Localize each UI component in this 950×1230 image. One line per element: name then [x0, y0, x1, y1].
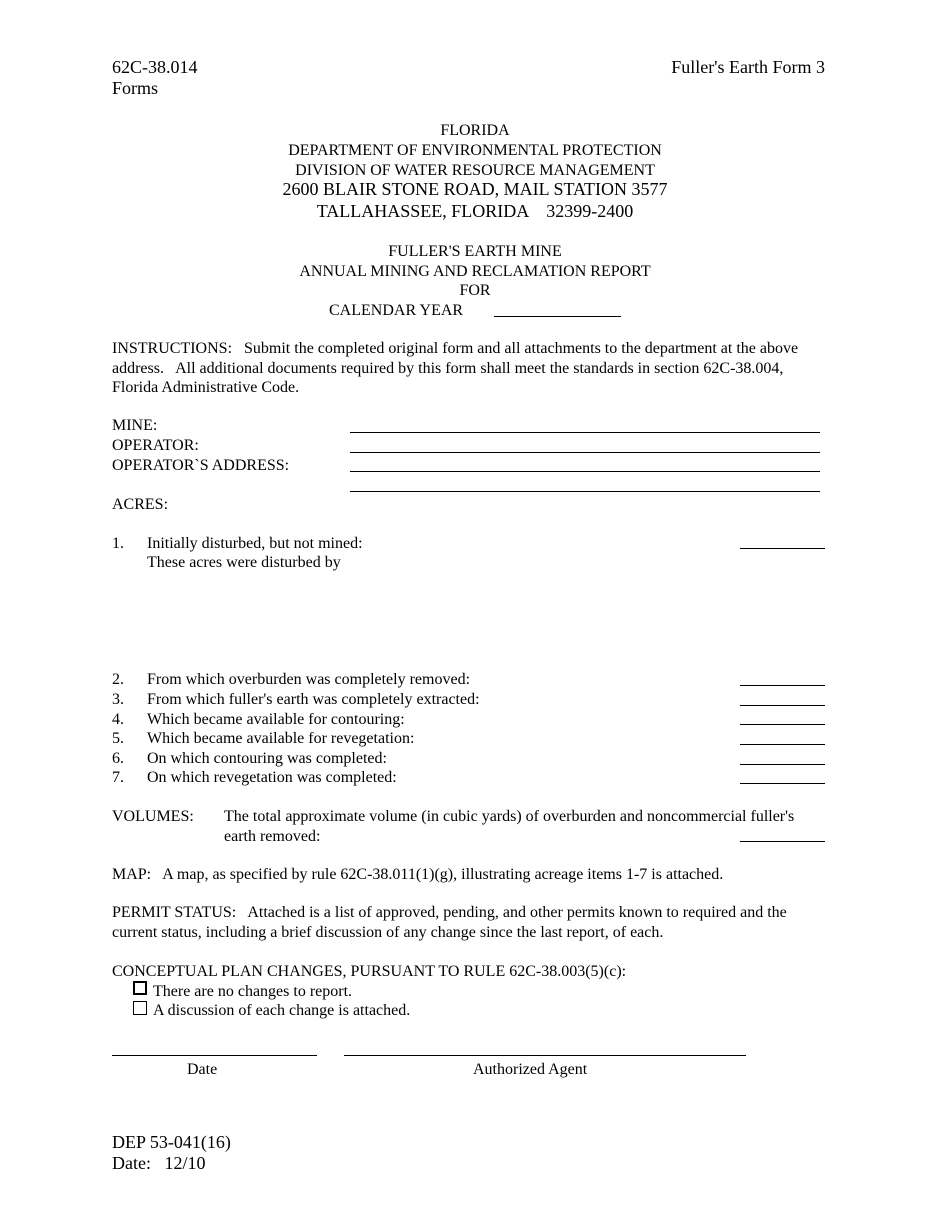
agency-city: TALLAHASSEE, FLORIDA 32399-2400 [316, 201, 634, 221]
acres-label: ACRES: [112, 496, 169, 513]
operator-address-field-1[interactable] [350, 471, 820, 472]
title-line1: FULLER'S EARTH MINE [388, 243, 562, 260]
rule-number: 62C-38.014 [112, 57, 198, 77]
acres-item-number: 5. [112, 730, 124, 747]
acres-item5-field[interactable] [740, 744, 825, 745]
no-changes-label: There are no changes to report. [153, 983, 353, 1000]
instructions-line3: Florida Administrative Code. [112, 379, 300, 396]
operator-field[interactable] [350, 452, 820, 453]
volumes-field[interactable] [740, 841, 825, 842]
volumes-line2: earth removed: [224, 828, 321, 845]
operator-address-label: OPERATOR`S ADDRESS: [112, 457, 290, 474]
acres-item-text: Which became available for contouring: [147, 711, 405, 728]
volumes-label: VOLUMES: [112, 808, 194, 825]
acres-item7-field[interactable] [740, 783, 825, 784]
agency-division: DIVISION OF WATER RESOURCE MANAGEMENT [295, 162, 655, 179]
acres-item-number: 3. [112, 691, 124, 708]
map-statement: MAP: A map, as specified by rule 62C-38.011(1)(g), illustrating acreage items 1-7 is attached. [112, 866, 724, 883]
acres-item4-field[interactable] [740, 724, 825, 725]
acres-item6-field[interactable] [740, 764, 825, 765]
acres-item1-number: 1. [112, 535, 124, 552]
title-line2: ANNUAL MINING AND RECLAMATION REPORT [299, 263, 651, 280]
acres-item1-sub: These acres were disturbed by [147, 554, 341, 571]
operator-address-field-2[interactable] [350, 491, 820, 492]
acres-item3-field[interactable] [740, 705, 825, 706]
calendar-year-label: CALENDAR YEAR [329, 302, 464, 319]
instructions-line2: address. All additional documents required by this form shall meet the standards in section 62C-38.004, [112, 360, 784, 377]
acres-item-text: From which fuller's earth was completely extracted: [147, 691, 480, 708]
authorized-agent-label: Authorized Agent [473, 1061, 588, 1078]
acres-item2-field[interactable] [740, 685, 825, 686]
conceptual-heading: CONCEPTUAL PLAN CHANGES, PURSUANT TO RULE 62C-38.003(5)(c): [112, 963, 627, 980]
acres-item1-field[interactable] [740, 548, 825, 549]
acres-item-number: 2. [112, 671, 124, 688]
acres-item-text: On which revegetation was completed: [147, 769, 397, 786]
acres-item-text: On which contouring was completed: [147, 750, 387, 767]
agent-signature-line[interactable] [344, 1055, 746, 1056]
agency-address: 2600 BLAIR STONE ROAD, MAIL STATION 3577 [282, 179, 668, 199]
acres-item-text: Which became available for revegetation: [147, 730, 415, 747]
operator-label: OPERATOR: [112, 437, 199, 454]
acres-item-number: 4. [112, 711, 124, 728]
title-line3: FOR [459, 282, 491, 299]
permit-line2: current status, including a brief discussion of any change since the last report, of each. [112, 924, 664, 941]
agency-state: FLORIDA [440, 122, 510, 139]
date-label: Date [187, 1061, 218, 1078]
form-number: DEP 53-041(16) [112, 1132, 231, 1152]
acres-item1-text: Initially disturbed, but not mined: [147, 535, 363, 552]
mine-field[interactable] [350, 432, 820, 433]
form-date: Date: 12/10 [112, 1153, 206, 1173]
acres-item-text: From which overburden was completely removed: [147, 671, 471, 688]
volumes-line1: The total approximate volume (in cubic yards) of overburden and noncommercial fuller's [224, 808, 795, 825]
acres-item-number: 6. [112, 750, 124, 767]
changes-attached-label: A discussion of each change is attached. [153, 1002, 411, 1019]
form-name: Fuller's Earth Form 3 [671, 57, 825, 77]
changes-attached-checkbox[interactable] [133, 1001, 147, 1015]
mine-label: MINE: [112, 417, 158, 434]
agency-department: DEPARTMENT OF ENVIRONMENTAL PROTECTION [288, 142, 662, 159]
instructions-line1: INSTRUCTIONS: Submit the completed original form and all attachments to the department at the above [112, 340, 799, 357]
permit-line1: PERMIT STATUS: Attached is a list of approved, pending, and other permits known to required and the [112, 904, 787, 921]
date-signature-line[interactable] [112, 1055, 317, 1056]
acres-item-number: 7. [112, 769, 124, 786]
no-changes-checkbox[interactable] [133, 981, 147, 995]
forms-label: Forms [112, 78, 159, 98]
calendar-year-field[interactable] [494, 316, 621, 317]
